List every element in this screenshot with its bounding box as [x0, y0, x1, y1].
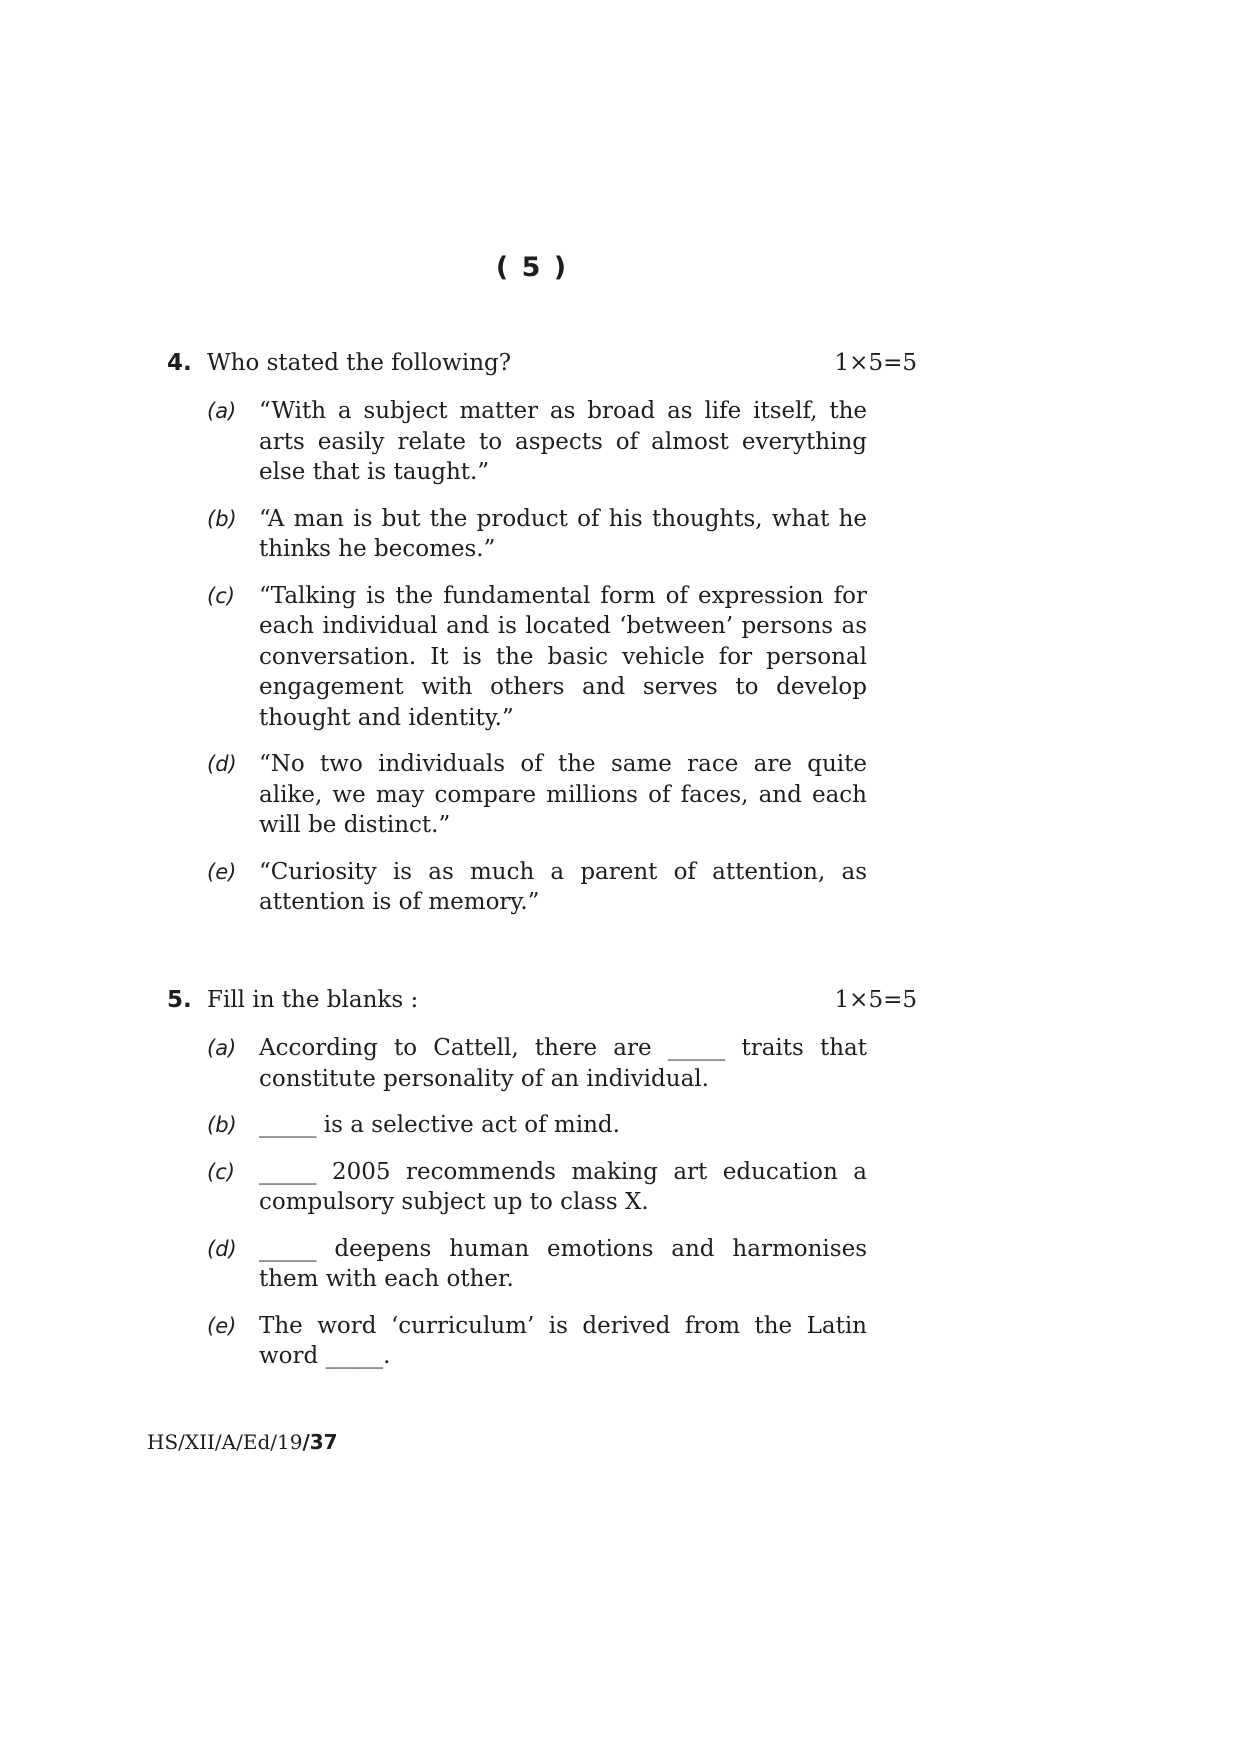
item-text: “A man is but the product of his thoughts, what he thinks he becomes.” [259, 505, 867, 562]
question-marks: 1×5=5 [834, 350, 917, 376]
item-text: “Curiosity is as much a parent of attention, as attention is of memory.” [259, 858, 867, 915]
question-header [167, 982, 917, 1018]
question-item [207, 581, 867, 734]
question-item [207, 1311, 867, 1372]
item-label: (d) [207, 1236, 237, 1261]
footer-code-suffix: /37 [302, 1430, 338, 1454]
footer-code [147, 1430, 338, 1454]
item-text: According to Cattell, there are _____ traits that constitute personality of an individual. [259, 1035, 867, 1092]
question-header [167, 345, 917, 381]
question-item [207, 1157, 867, 1218]
item-text: “Talking is the fundamental form of expression for each individual and is located ‘between’ persons as conversation. It is the basic vehicle for personal engagement with others and serves to develop thought and identity.” [259, 582, 867, 731]
item-text: “With a subject matter as broad as life itself, the arts easily relate to aspects of almost everything else that is taught.” [259, 398, 867, 485]
item-text: _____ deepens human emotions and harmonises them with each other. [259, 1235, 867, 1292]
item-label: (c) [207, 1159, 235, 1184]
item-label: (d) [207, 752, 237, 776]
item-label: (e) [207, 1313, 237, 1338]
item-label: (c) [207, 583, 235, 608]
page-number: ( 5 ) [495, 252, 569, 283]
question-marks: 1×5=5 [834, 987, 917, 1013]
question-items [167, 396, 917, 918]
question-text: Fill in the blanks : [207, 987, 419, 1013]
item-label: (b) [207, 1113, 237, 1137]
item-label: (b) [207, 506, 237, 531]
question-item [207, 396, 867, 488]
question-5 [167, 982, 917, 1388]
question-item [207, 1033, 867, 1094]
item-label: (a) [207, 1036, 237, 1060]
footer-code-text: HS/XII/A/Ed/19 [147, 1430, 303, 1454]
item-label: (a) [207, 399, 237, 423]
question-item [207, 1110, 867, 1141]
item-text: The word ‘curriculum’ is derived from the Latin word _____. [259, 1312, 867, 1369]
question-number: 5. [167, 987, 192, 1013]
question-text: Who stated the following? [207, 350, 512, 376]
question-4 [167, 345, 917, 934]
item-text: _____ 2005 recommends making art education a compulsory subject up to class X. [259, 1158, 867, 1215]
question-number: 4. [167, 350, 192, 376]
question-item [207, 749, 867, 841]
question-items [167, 1033, 917, 1372]
question-item [207, 504, 867, 565]
question-item [207, 1234, 867, 1295]
item-text: _____ is a selective act of mind. [259, 1112, 620, 1138]
item-label: (e) [207, 859, 237, 884]
question-item [207, 857, 867, 918]
item-text: “No two individuals of the same race are quite alike, we may compare millions of faces, and each will be distinct.” [259, 751, 867, 838]
